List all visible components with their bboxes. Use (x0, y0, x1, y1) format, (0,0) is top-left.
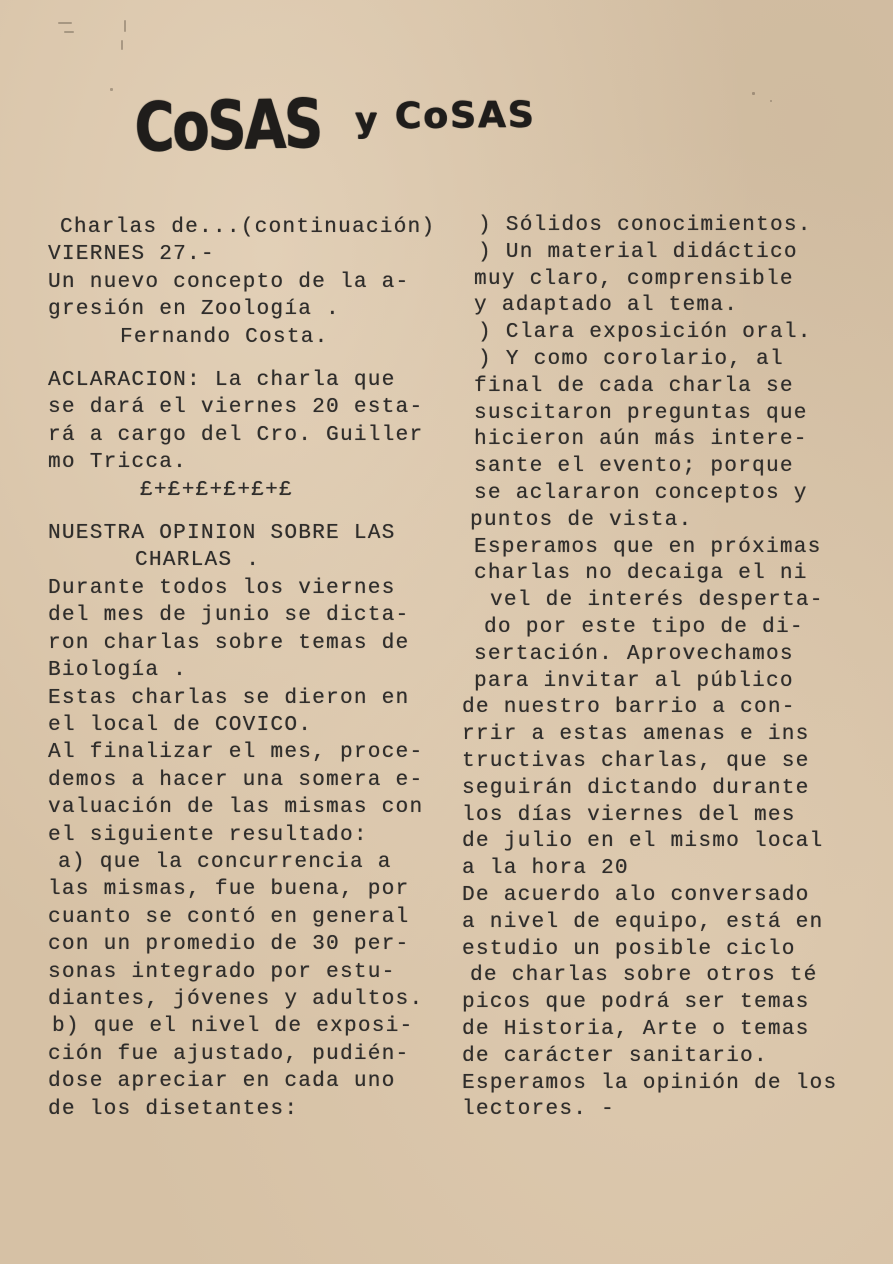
text-line: diantes, jóvenes y adultos. (48, 987, 424, 1011)
paper-speck (752, 92, 755, 95)
text-line: puntos de vista. (470, 508, 693, 532)
text-line: Esperamos la opinión de los (462, 1071, 838, 1095)
section-heading: CHARLAS . (135, 549, 261, 573)
paper-speck (124, 20, 126, 32)
text-line: ron charlas sobre temas de (48, 631, 410, 655)
text-line: de carácter sanitario. (462, 1044, 768, 1068)
text-line: lectores. - (462, 1098, 615, 1122)
paper-speck (110, 88, 113, 91)
text-line: Estas charlas se dieron en (48, 686, 410, 710)
text-line: mo Tricca. (48, 451, 188, 475)
text-line: do por este tipo de di- (484, 615, 804, 639)
text-line: estudio un posible ciclo (462, 937, 796, 961)
paper-speck (770, 100, 772, 102)
text-line: de los disetantes: (48, 1097, 299, 1121)
title-connector-word: y (355, 100, 378, 140)
text-line: a nivel de equipo, está en (462, 910, 824, 934)
paper-speck (58, 22, 72, 24)
title-second-word: CoSAS (394, 94, 536, 137)
text-line: rrir a estas amenas e ins (462, 723, 810, 747)
text-line: ción fue ajustado, pudién- (48, 1042, 410, 1066)
text-line: sonas integrado por estu- (48, 960, 396, 984)
text-line: Esperamos que en próximas (474, 535, 822, 559)
text-line: cuanto se contó en general (48, 905, 410, 929)
text-line: ACLARACION: La charla que (48, 369, 396, 393)
text-line: sertación. Aprovechamos (474, 642, 794, 666)
text-line: de julio en el mismo local (462, 830, 824, 854)
text-line: de Historia, Arte o temas (462, 1017, 810, 1041)
text-line: charlas no decaiga el ni (474, 562, 808, 586)
speaker-name: Fernando Costa. (120, 325, 329, 349)
text-line: Un nuevo concepto de la a- (48, 270, 410, 294)
text-line: a la hora 20 (462, 857, 629, 881)
text-line: picos que podrá ser temas (462, 991, 810, 1015)
text-line: los días viernes del mes (462, 803, 796, 827)
text-line: se dará el viernes 20 esta- (48, 396, 424, 420)
text-line: del mes de junio se dicta- (48, 604, 410, 628)
text-line: VIERNES 27.- (48, 243, 215, 267)
paper-speck (64, 31, 74, 33)
text-line: rá a cargo del Cro. Guiller (48, 423, 424, 447)
text-line: final de cada charla se (474, 374, 794, 398)
right-column (462, 213, 837, 1124)
text-line: seguirán dictando durante (462, 776, 810, 800)
text-line: sante el evento; porque (474, 455, 794, 479)
text-line: se aclararon conceptos y (474, 481, 808, 505)
text-line: para invitar al público (474, 669, 794, 693)
text-line: con un promedio de 30 per- (48, 933, 410, 957)
text-line: De acuerdo alo conversado (462, 883, 810, 907)
text-line: valuación de las mismas con (48, 796, 424, 820)
paper-speck (121, 40, 123, 50)
text-line: de charlas sobre otros té (470, 964, 818, 988)
text-line: b) que el nivel de exposi- (52, 1015, 414, 1039)
title-main-word: CoSAS (134, 84, 322, 167)
text-line: de nuestro barrio a con- (462, 696, 796, 720)
text-line: ) Un material didáctico (478, 240, 798, 264)
left-column (48, 214, 435, 1123)
text-line: el local de COVICO. (48, 713, 313, 737)
text-line: ) Clara exposición oral. (478, 321, 812, 345)
text-line: ) Sólidos conocimientos. (478, 214, 812, 237)
text-line: tructivas charlas, que se (462, 749, 810, 773)
text-line: vel de interés desperta- (490, 589, 824, 613)
text-line: demos a hacer una somera e- (48, 768, 424, 792)
section-heading: Charlas de...(continuación) (60, 216, 436, 239)
text-line: Al finalizar el mes, proce- (48, 741, 424, 765)
text-line: Biología . (48, 659, 188, 683)
text-line: y adaptado al tema. (474, 294, 739, 318)
text-line: gresión en Zoología . (48, 298, 340, 322)
text-line: ) Y como corolario, al (478, 347, 784, 371)
text-line: las mismas, fue buena, por (48, 878, 410, 902)
text-line: a) que la concurrencia a (58, 850, 392, 874)
text-line: dose apreciar en cada uno (48, 1070, 396, 1094)
text-line: muy claro, comprensible (474, 267, 794, 291)
section-heading: NUESTRA OPINION SOBRE LAS (48, 522, 396, 546)
separator-line: £+£+£+£+£+£ (140, 478, 293, 502)
text-line: el siguiente resultado: (48, 823, 368, 847)
text-line: suscitaron preguntas que (474, 401, 808, 425)
text-line: hicieron aún más intere- (474, 428, 808, 452)
text-line: Durante todos los viernes (48, 576, 396, 600)
